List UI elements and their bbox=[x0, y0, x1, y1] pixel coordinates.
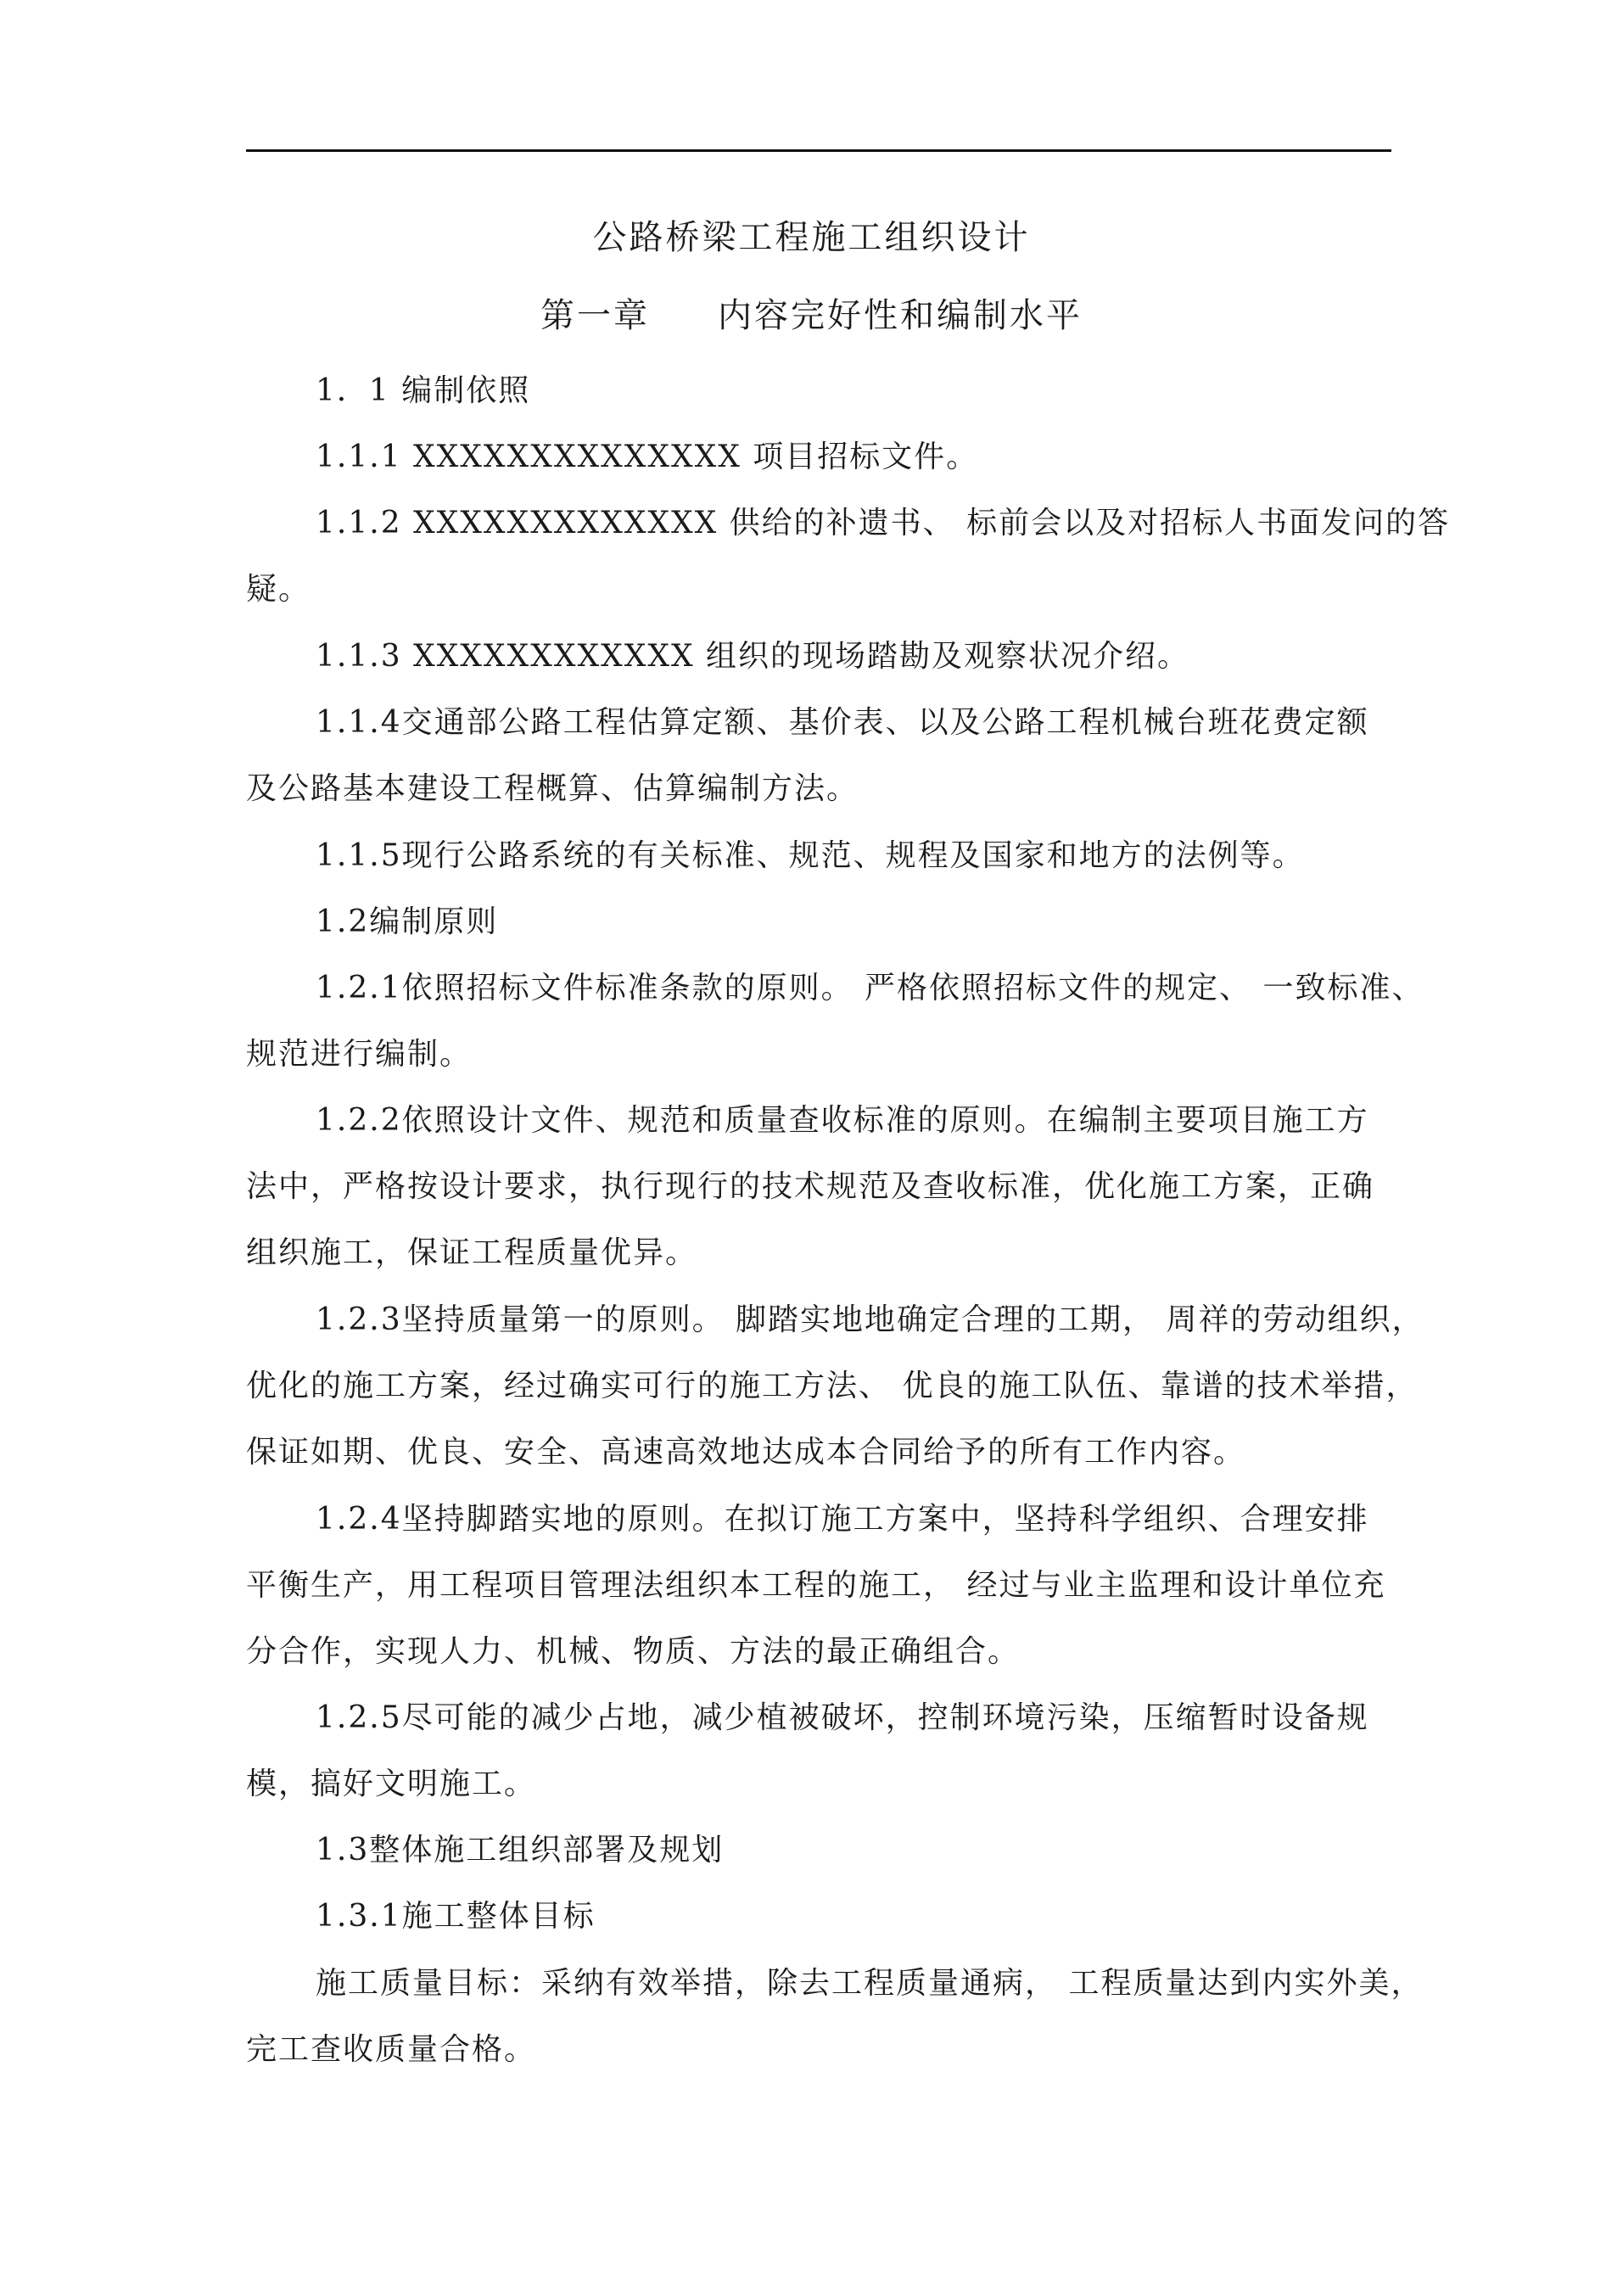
section-heading: 1.3整体施工组织部署及规划 bbox=[316, 1833, 725, 1868]
paragraph-line: 1.2.4坚持脚踏实地的原则。在拟订施工方案中，坚持科学组织、合理安排 bbox=[316, 1502, 1369, 1537]
paragraph-line: 优化的施工方案，经过确实可行的施工方法、 优良的施工队伍、靠谱的技术举措， bbox=[246, 1369, 1419, 1403]
header-rule bbox=[246, 149, 1391, 152]
paragraph-line: 法中，严格按设计要求，执行现行的技术规范及查收标准，优化施工方案，正确 bbox=[246, 1169, 1375, 1204]
paragraph-line: 规范进行编制。 bbox=[246, 1037, 473, 1072]
paragraph-line: 1.2.5尽可能的减少占地，减少植被破坏，控制环境污染，压缩暂时设备规 bbox=[316, 1700, 1369, 1735]
paragraph-line: 组织施工，保证工程质量优异。 bbox=[246, 1235, 698, 1270]
chapter-number: 第一章 bbox=[540, 296, 650, 335]
paragraph-line: 施工质量目标：采纳有效举措，除去工程质量通病， 工程质量达到内实外美， bbox=[316, 1966, 1424, 2001]
paragraph-line: 平衡生产，用工程项目管理法组织本工程的施工， 经过与业主监理和设计单位充 bbox=[246, 1568, 1386, 1603]
paragraph-line: 分合作，实现人力、机械、物质、方法的最正确组合。 bbox=[246, 1634, 1021, 1669]
section-heading: 1．1 编制依照 bbox=[316, 373, 531, 408]
paragraph-line: 1.2.2依照设计文件、规范和质量查收标准的原则。在编制主要项目施工方 bbox=[316, 1103, 1369, 1138]
paragraph-line: 1.1.5现行公路系统的有关标准、规范、规程及国家和地方的法例等。 bbox=[316, 838, 1305, 873]
paragraph-line: 保证如期、优良、安全、高速高效地达成本合同给予的所有工作内容。 bbox=[246, 1435, 1246, 1470]
paragraph-line: 1.1.4交通部公路工程估算定额、基价表、以及公路工程机械台班花费定额 bbox=[316, 705, 1369, 740]
chapter-title: 内容完好性和编制水平 bbox=[718, 296, 1083, 335]
paragraph-line: 及公路基本建设工程概算、估算编制方法。 bbox=[246, 771, 859, 806]
paragraph-line: 1.1.2 XXXXXXXXXXXXX 供给的补遗书、 标前会以及对招标人书面发问的答 bbox=[316, 506, 1451, 540]
paragraph-line: 1.1.1 XXXXXXXXXXXXXX 项目招标文件。 bbox=[316, 440, 979, 474]
chapter-heading bbox=[0, 288, 1623, 337]
section-heading: 1.2编制原则 bbox=[316, 904, 499, 939]
paragraph-line: 完工查收质量合格。 bbox=[246, 2032, 537, 2067]
paragraph-line: 1.2.1依照招标文件标准条款的原则。 严格依照招标文件的规定、 一致标准、 bbox=[316, 971, 1424, 1005]
paragraph-line: 1.1.3 XXXXXXXXXXXX 组织的现场踏勘及观察状况介绍。 bbox=[316, 639, 1190, 674]
document-title: 公路桥梁工程施工组织设计 bbox=[592, 218, 1031, 257]
subsection-heading: 1.3.1施工整体目标 bbox=[316, 1899, 596, 1934]
paragraph-line: 1.2.3坚持质量第一的原则。 脚踏实地地确定合理的工期， 周祥的劳动组织， bbox=[316, 1302, 1424, 1337]
paragraph-line: 模，搞好文明施工。 bbox=[246, 1767, 537, 1801]
paragraph-line: 疑。 bbox=[246, 572, 311, 607]
